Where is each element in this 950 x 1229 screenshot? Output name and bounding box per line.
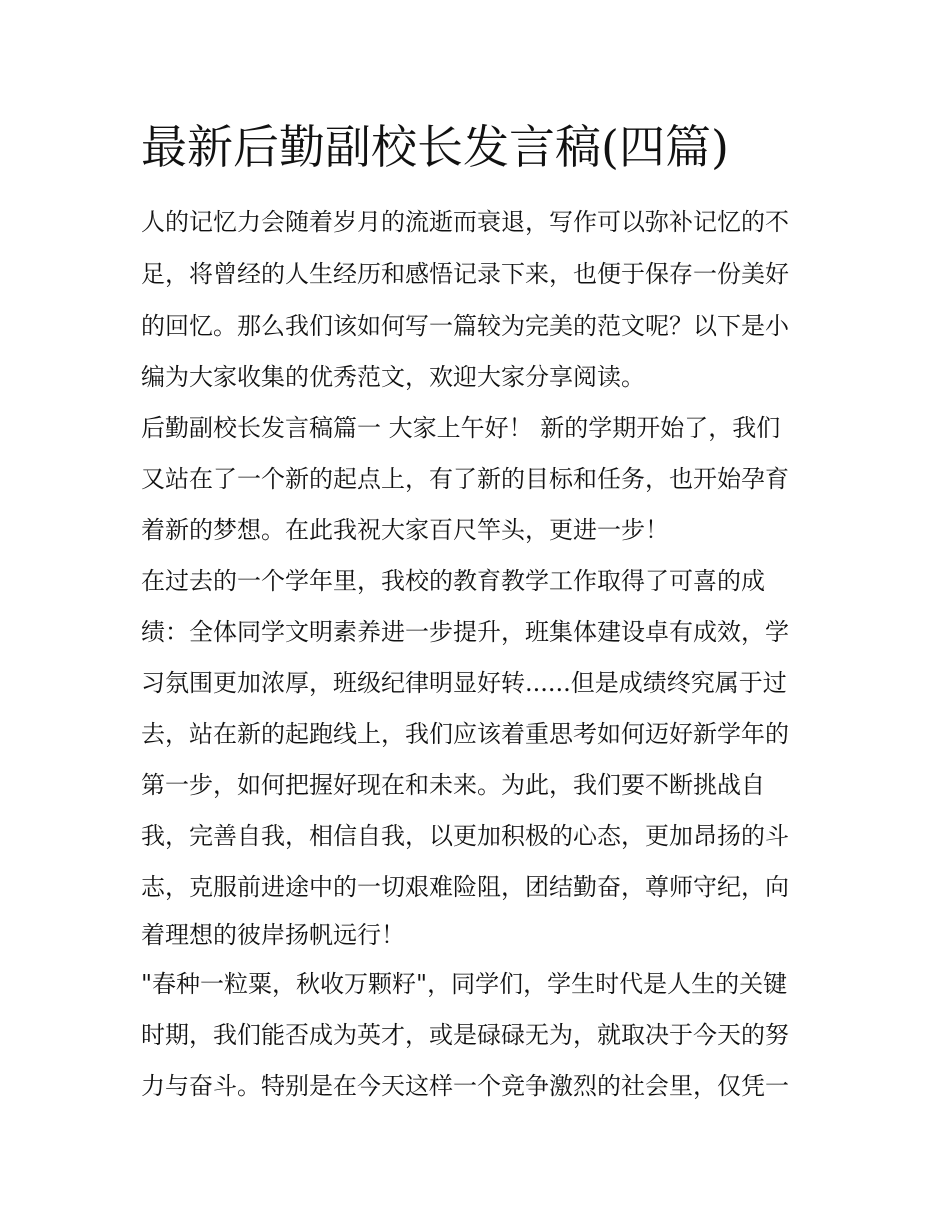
body-line: 后勤副校长发言稿篇一 大家上午好！ 新的学期开始了，我们 bbox=[141, 414, 781, 442]
body-line: 足，将曾经的人生经历和感悟记录下来，也便于保存一份美好 bbox=[141, 260, 789, 288]
body-line: 人的记忆力会随着岁月的流逝而衰退，写作可以弥补记忆的不 bbox=[141, 208, 789, 236]
body-line: 在过去的一个学年里，我校的教育教学工作取得了可喜的成 bbox=[141, 567, 765, 595]
body-line: "春种一粒粟，秋收万颗籽"，同学们，学生时代是人生的关键 bbox=[141, 970, 788, 998]
body-line: 着新的梦想。在此我祝大家百尺竿头，更进一步！ bbox=[141, 516, 669, 544]
body-line: 编为大家收集的优秀范文，欢迎大家分享阅读。 bbox=[141, 363, 645, 391]
body-line: 着理想的彼岸扬帆远行！ bbox=[141, 921, 405, 949]
body-line: 习氛围更加浓厚，班级纪律明显好转......但是成绩终究属于过 bbox=[141, 669, 787, 697]
body-line: 我，完善自我，相信自我，以更加积极的心态，更加昂扬的斗 bbox=[141, 822, 789, 850]
body-line: 的回忆。那么我们该如何写一篇较为完美的范文呢？以下是小 bbox=[141, 312, 789, 340]
body-line: 时期，我们能否成为英才，或是碌碌无为，就取决于今天的努 bbox=[141, 1021, 789, 1049]
body-line: 又站在了一个新的起点上，有了新的目标和任务，也开始孕育 bbox=[141, 465, 789, 493]
body-line: 去，站在新的起跑线上，我们应该着重思考如何迈好新学年的 bbox=[141, 720, 789, 748]
body-line: 志，克服前进途中的一切艰难险阻，团结勤奋，尊师守纪，向 bbox=[141, 873, 789, 901]
body-line: 力与奋斗。特别是在今天这样一个竞争激烈的社会里，仅凭一 bbox=[141, 1072, 789, 1100]
document-title: 最新后勤副校长发言稿(四篇) bbox=[141, 120, 729, 174]
body-line: 绩：全体同学文明素养进一步提升，班集体建设卓有成效，学 bbox=[141, 618, 789, 646]
body-line: 第一步，如何把握好现在和未来。为此，我们要不断挑战自 bbox=[141, 771, 765, 799]
